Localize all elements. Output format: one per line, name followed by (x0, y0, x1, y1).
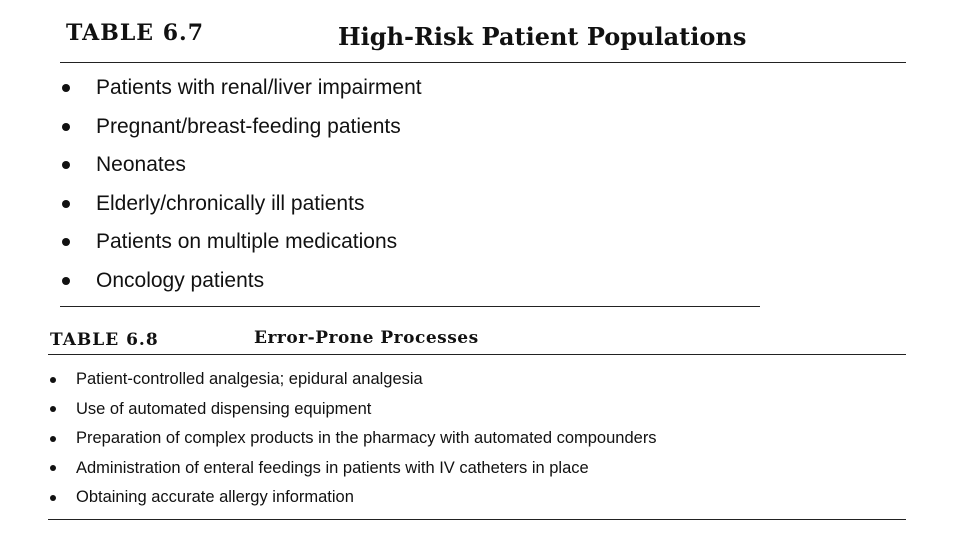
bottom-rule (60, 306, 760, 307)
bullet-icon (62, 161, 70, 169)
item-list (60, 63, 906, 300)
bullet-icon (50, 495, 56, 501)
list-item: Patient-controlled analgesia; epidural analgesia (48, 365, 906, 395)
table-6-8 (48, 322, 906, 520)
item-list (48, 355, 906, 513)
bullet-icon (62, 238, 70, 246)
list-item: Preparation of complex products in the pharmacy with automated compounders (48, 424, 906, 454)
table-number: TABLE 6.8 (50, 330, 159, 350)
table-number: TABLE 6.7 (66, 20, 205, 46)
list-item: Obtaining accurate allergy information (48, 483, 906, 513)
bottom-rule (48, 519, 906, 520)
table-title: High-Risk Patient Populations (338, 22, 747, 51)
bullet-icon (50, 465, 56, 471)
bullet-icon (50, 406, 56, 412)
bullet-icon (50, 377, 56, 383)
list-item: Patients on multiple medications (60, 223, 906, 262)
table-header (60, 18, 906, 62)
bullet-icon (50, 436, 56, 442)
list-item: Neonates (60, 146, 906, 185)
bullet-icon (62, 123, 70, 131)
table-title: Error-Prone Processes (254, 328, 479, 348)
bullet-icon (62, 84, 70, 92)
list-item: Administration of enteral feedings in patients with IV catheters in place (48, 454, 906, 484)
list-item: Use of automated dispensing equipment (48, 395, 906, 425)
list-item: Pregnant/breast-feeding patients (60, 108, 906, 147)
bullet-icon (62, 277, 70, 285)
bullet-icon (62, 200, 70, 208)
table-6-7 (60, 18, 906, 307)
list-item: Elderly/chronically ill patients (60, 185, 906, 224)
list-item: Oncology patients (60, 262, 906, 301)
table-header (48, 322, 906, 354)
list-item: Patients with renal/liver impairment (60, 69, 906, 108)
